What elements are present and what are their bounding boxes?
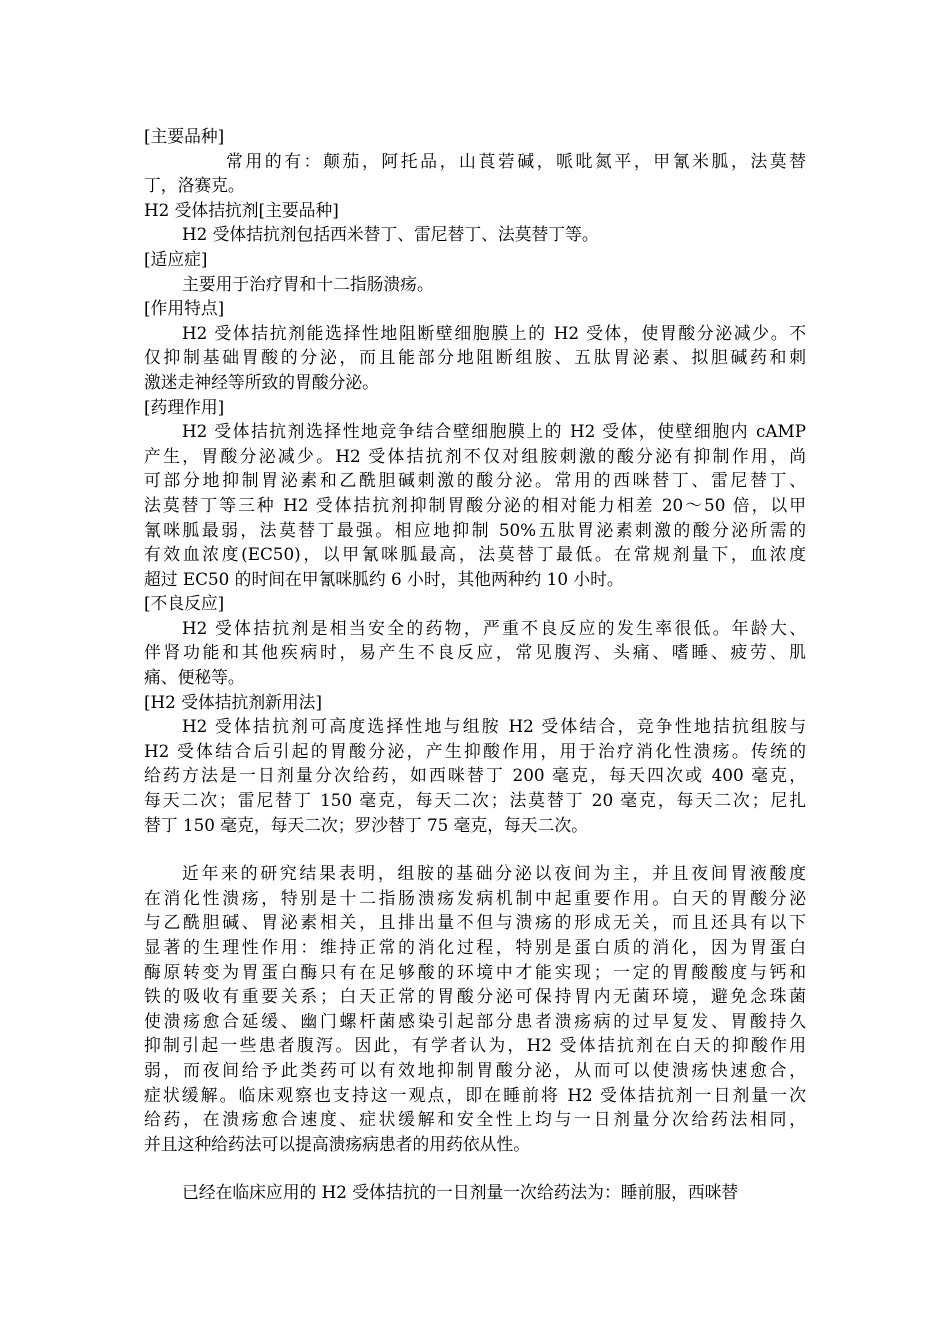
- section-heading: [144, 198, 806, 223]
- paragraph: [144, 149, 806, 198]
- heading-text: H2 受体拮抗剂[主要品种]: [144, 199, 339, 220]
- heading-text: [主要品种]: [144, 126, 225, 146]
- paragraph-gap: [144, 1156, 806, 1180]
- paragraph-line: H2 受体拮抗剂包括西米替丁、雷尼替丁、法莫替丁等。: [182, 224, 599, 245]
- section-heading: [144, 247, 806, 272]
- paragraph-line: 每天二次；雷尼替丁 150 毫克，每天二次；法莫替丁 20 毫克，每天二次；尼扎: [144, 790, 806, 811]
- paragraph-line: 在消化性溃疡，特别是十二指肠溃疡发病机制中起重要作用。白天的胃酸分泌: [144, 887, 806, 908]
- paragraph-line: H2 受体拮抗剂能选择性地阻断壁细胞膜上的 H2 受体，使胃酸分泌减少。不: [182, 322, 806, 343]
- paragraph-line: 痛、便秘等。: [144, 667, 245, 688]
- paragraph-line: 使溃疡愈合延缓、幽门螺杆菌感染引起部分患者溃疡病的过早复发、胃酸持久: [144, 1010, 806, 1031]
- heading-text: [适应症]: [144, 248, 208, 269]
- paragraph: [144, 419, 806, 591]
- paragraph: [144, 861, 806, 1156]
- paragraph-line: 氰咪胍最弱，法莫替丁最强。相应地抑制 50%五肽胃泌素刺激的酸分泌所需的: [144, 519, 806, 540]
- paragraph-gap: [144, 837, 806, 861]
- paragraph-line: H2 受体拮抗剂可高度选择性地与组胺 H2 受体结合，竞争性地拮抗组胺与: [182, 716, 806, 737]
- paragraph-line: H2 受体拮抗剂选择性地竞争结合壁细胞膜上的 H2 受体，使壁细胞内 cAMP: [182, 421, 806, 442]
- paragraph-line: 症状缓解。临床观察也支持这一观点，即在睡前将 H2 受体拮抗剂一日剂量一次: [144, 1084, 806, 1105]
- paragraph-line: H2 受体结合后引起的胃酸分泌，产生抑酸作用，用于治疗消化性溃疡。传统的: [144, 740, 806, 761]
- paragraph-line: 激迷走神经等所致的胃酸分泌。: [144, 371, 379, 392]
- paragraph-line: 并且这种给药法可以提高溃疡病患者的用药依从性。: [144, 1133, 530, 1154]
- heading-text: [药理作用]: [144, 396, 225, 417]
- paragraph-line: 有效血浓度(EC50)，以甲氰咪胍最高，法莫替丁最低。在常规剂量下，血浓度: [144, 544, 806, 565]
- paragraph: [144, 616, 806, 690]
- paragraph-line: 酶原转变为胃蛋白酶只有在足够酸的环境中才能实现；一定的胃酸酸度与钙和: [144, 961, 806, 982]
- paragraph-line: 替丁 150 毫克，每天二次；罗沙替丁 75 毫克，每天二次。: [144, 814, 588, 835]
- paragraph-line: 可部分地抑制胃泌素和乙酰胆碱刺激的酸分泌。常用的西咪替丁、雷尼替丁、: [144, 470, 806, 491]
- paragraph: [144, 222, 806, 247]
- document-page: [144, 124, 806, 1205]
- paragraph-line: 与乙酰胆碱、胃泌素相关，且排出量不但与溃疡的形成无关，而且还具有以下: [144, 912, 806, 933]
- paragraph-line: 弱，而夜间给予此类药可以有效地抑制胃酸分泌，从而可以使溃疡快速愈合，: [144, 1059, 806, 1080]
- paragraph-line: 常用的有：颠茄，阿托品，山莨菪碱，哌吡氮平，甲氰米胍，法莫替: [226, 150, 806, 171]
- section-heading: [144, 124, 806, 149]
- paragraph-line: 给药方法是一日剂量分次给药，如西咪替丁 200 毫克，每天四次或 400 毫克，: [144, 765, 806, 786]
- paragraph-line: 伴肾功能和其他疾病时，易产生不良反应，常见腹泻、头痛、嗜睡、疲劳、肌: [144, 642, 806, 663]
- paragraph-line: 丁，洛赛克。: [144, 175, 245, 196]
- paragraph: [144, 272, 806, 297]
- paragraph-line: H2 受体拮抗剂是相当安全的药物，严重不良反应的发生率很低。年龄大、: [182, 617, 806, 638]
- paragraph-line: 法莫替丁等三种 H2 受体拮抗剂抑制胃酸分泌的相对能力相差 20～50 倍，以甲: [144, 494, 806, 515]
- paragraph-line: 产生，胃酸分泌减少。H2 受体拮抗剂不仅对组胺刺激的酸分泌有抑制作用，尚: [144, 445, 806, 466]
- paragraph-line: 抑制引起一些患者腹泻。因此，有学者认为，H2 受体拮抗剂在白天的抑酸作用: [144, 1035, 806, 1056]
- paragraph-line: 仅抑制基础胃酸的分泌，而且能部分地阻断组胺、五肽胃泌素、拟胆碱药和刺: [144, 347, 806, 368]
- paragraph: [144, 1180, 806, 1205]
- section-heading: [144, 296, 806, 321]
- paragraph-line: 近年来的研究结果表明，组胺的基础分泌以夜间为主，并且夜间胃液酸度: [182, 863, 806, 884]
- paragraph-line: 给药，在溃疡愈合速度、症状缓解和安全性上均与一日剂量分次给药法相同，: [144, 1109, 806, 1130]
- section-heading: [144, 690, 806, 715]
- heading-text: [H2 受体拮抗剂新用法]: [144, 691, 322, 712]
- section-heading: [144, 395, 806, 420]
- paragraph-line: 主要用于治疗胃和十二指肠溃疡。: [182, 273, 434, 294]
- paragraph-line: 显著的生理性作用：维持正常的消化过程，特别是蛋白质的消化，因为胃蛋白: [144, 937, 806, 957]
- paragraph-line: 铁的吸收有重要关系；白天正常的胃酸分泌可保持胃内无菌环境，避免念珠菌: [144, 986, 806, 1007]
- heading-text: [不良反应]: [144, 593, 225, 614]
- paragraph: [144, 321, 806, 395]
- paragraph: [144, 714, 806, 837]
- paragraph-line: 超过 EC50 的时间在甲氰咪胍约 6 小时，其他两种约 10 小时。: [144, 568, 624, 589]
- section-heading: [144, 591, 806, 616]
- heading-text: [作用特点]: [144, 298, 225, 319]
- paragraph-line: 已经在临床应用的 H2 受体拮抗的一日剂量一次给药法为：睡前服，西咪替: [182, 1182, 739, 1203]
